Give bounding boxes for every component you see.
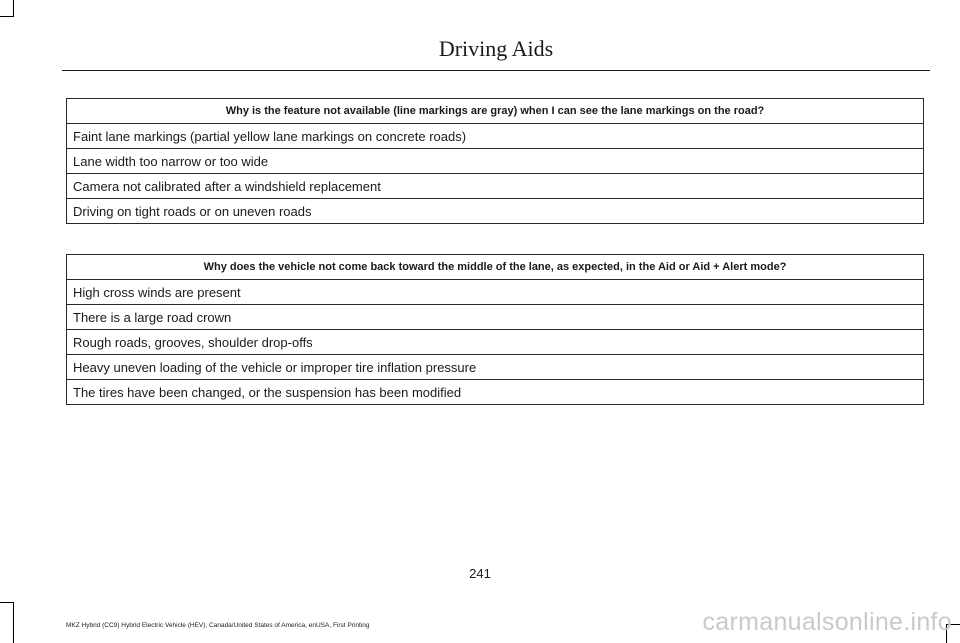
table-row [67,199,924,224]
vehicle-edition-note: MKZ Hybrid (CC9) Hybrid Electric Vehicle (HEV), Canada/United States of America, enUSA, First Printing [66,622,370,629]
table-cell: Rough roads, grooves, shoulder drop-offs [67,330,924,355]
table-row [67,149,924,174]
table-cell: High cross winds are present [67,280,924,305]
table-cell: Lane width too narrow or too wide [67,149,924,174]
table-cell: Faint lane markings (partial yellow lane markings on concrete roads) [67,124,924,149]
page-number: 241 [469,566,491,581]
table-header-row [67,255,924,280]
table-question: Why is the feature not available (line markings are gray) when I can see the lane markings on the road? [67,99,924,124]
table-header-row [67,99,924,124]
header-rule [62,70,930,71]
troubleshooting-table-lane-centering [66,254,924,405]
table-cell: There is a large road crown [67,305,924,330]
table-row [67,174,924,199]
table-cell: Driving on tight roads or on uneven roads [67,199,924,224]
page-title: Driving Aids [438,36,554,61]
table-cell: The tires have been changed, or the suspension has been modified [67,380,924,405]
crop-mark-bottom-left-v [13,602,14,643]
crop-mark-top-left-v [13,0,14,17]
table-cell: Camera not calibrated after a windshield replacement [67,174,924,199]
table-row [67,280,924,305]
table-cell: Heavy uneven loading of the vehicle or improper tire inflation pressure [67,355,924,380]
table-row [67,305,924,330]
crop-mark-top-left-h [0,16,14,17]
table-row [67,355,924,380]
watermark: carmanualsonline.info [702,608,952,636]
table-question: Why does the vehicle not come back toward the middle of the lane, as expected, in the Aid or Aid + Alert mode? [67,255,924,280]
table-row [67,330,924,355]
troubleshooting-table-unavailable [66,98,924,224]
crop-mark-bottom-left-h [0,602,14,603]
table-row [67,124,924,149]
table-row [67,380,924,405]
